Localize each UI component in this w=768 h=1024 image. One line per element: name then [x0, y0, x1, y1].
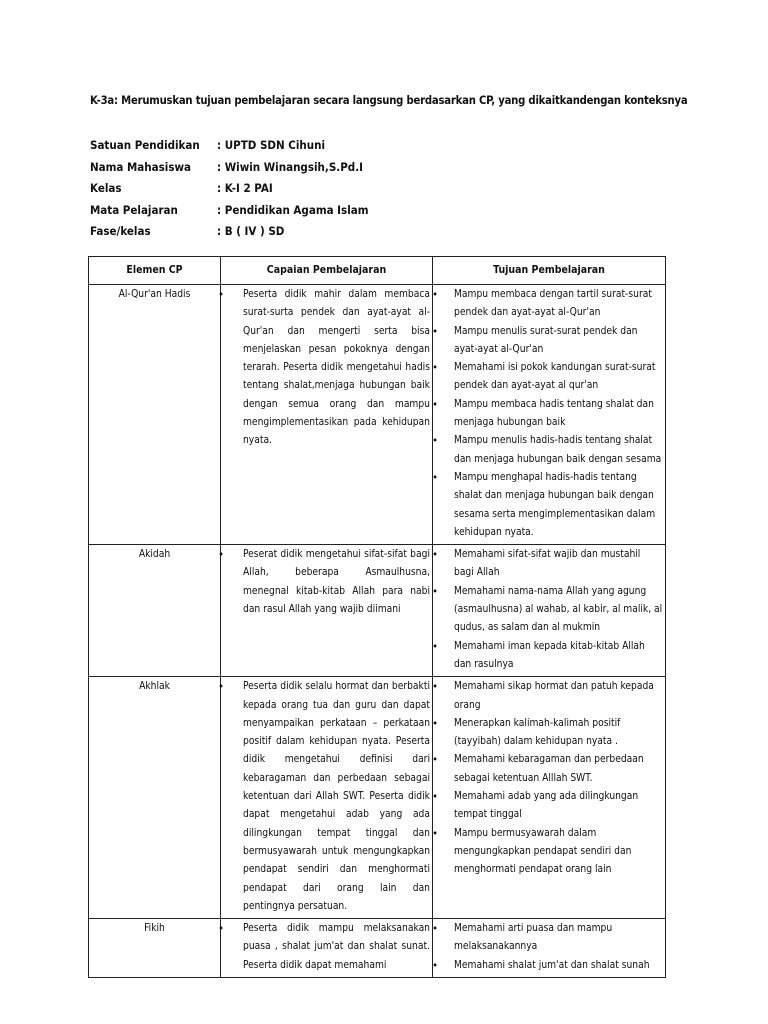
tujuan-item-text: Memahami shalat jum'at dan shalat sunah: [454, 959, 650, 971]
capaian-cell: [218, 919, 433, 978]
meta-label: Mata Pelajaran: [90, 202, 178, 217]
tujuan-cell: [433, 285, 666, 545]
tujuan-item-text: Memahami iman kepada kitab-kitab Allah dan rasulnya: [454, 640, 645, 670]
tujuan-item: [433, 678, 663, 715]
tujuan-item-text: Memahami nama-nama Allah yang agung (asmaulhusna) al wahab, al kabir, al malik, al qudus, as salam dan al mukmin: [454, 585, 663, 634]
header-tujuan: Tujuan Pembelajaran: [433, 257, 666, 285]
bullet-icon: •: [432, 434, 438, 448]
tujuan-item-text: Memahami sikap hormat dan patuh kepada orang: [454, 681, 654, 711]
tujuan-item-text: Mampu menulis surat-surat pendek dan ayat-ayat al-Qur'an: [454, 325, 638, 355]
meta-value: : B ( IV ) SD: [217, 224, 285, 238]
tujuan-item: [433, 638, 663, 675]
bullet-icon: •: [432, 958, 438, 972]
capaian-list: [218, 919, 432, 977]
capaian-cell: [218, 677, 433, 919]
capaian-item: [218, 678, 430, 916]
bullet-icon: •: [432, 680, 438, 694]
tujuan-item: [433, 920, 663, 957]
table-row: [89, 285, 666, 545]
tujuan-item: [433, 788, 663, 825]
capaian-list: [218, 545, 432, 621]
meta-row-kelas: [90, 181, 369, 203]
cp-table: [88, 256, 666, 978]
capaian-cell: [218, 545, 433, 677]
meta-label: Kelas: [90, 181, 122, 195]
tujuan-item: [433, 432, 663, 469]
tujuan-item-text: Mampu membaca hadis tentang shalat dan menjaga hubungan baik: [454, 398, 654, 429]
capaian-list: [218, 285, 432, 453]
bullet-icon: •: [432, 324, 438, 338]
meta-row-fase: [90, 224, 369, 246]
table-header-row: [89, 257, 666, 285]
tujuan-list: [433, 919, 665, 977]
tujuan-list: [433, 677, 665, 881]
bullet-icon: •: [432, 790, 438, 804]
meta-row-nama: [90, 160, 369, 182]
meta-row-mapel: [90, 203, 369, 225]
meta-row-satuan: [90, 138, 369, 160]
capaian-item-text: Peserat didik mengetahui sifat-sifat bagi Allah, beberapa Asmaulhusna, menegnal kitab-kitab Allah para nabi dan rasul Allah yang wajib diimani: [243, 549, 430, 616]
tujuan-item-text: Mampu menulis hadis-hadis tentang shalat dan menjaga hubungan baik dengan sesama: [454, 435, 662, 465]
bullet-icon: •: [432, 716, 438, 730]
tujuan-item: [433, 396, 663, 433]
bullet-icon: •: [432, 288, 438, 301]
elemen-cell: Akidah: [89, 545, 221, 677]
header-elemen: Elemen CP: [89, 257, 221, 285]
capaian-cell: [218, 285, 433, 545]
bullet-icon: •: [432, 639, 438, 653]
capaian-item: [218, 286, 430, 451]
bullet-icon: •: [432, 361, 438, 375]
tujuan-cell: [433, 677, 666, 919]
tujuan-item: [433, 825, 663, 880]
capaian-item-text: Peserta didik mahir dalam membaca surat-surta pendek dan ayat-ayat al-Qur'an dan mengerti serta bisa menjelaskan pesan pokoknya dengan terarah. Peserta didik mengetahui hadis tentang shalat,menjaga hubungan baik dengan semua orang dan mampu mengimplementasikan pada kehidupan nyata.: [243, 289, 430, 447]
meta-label: Nama Mahasiswa: [90, 159, 192, 174]
tujuan-item-text: Memahami kebaragaman dan perbedaan sebagai ketentuan Alllah SWT.: [454, 754, 644, 784]
bullet-icon: •: [432, 470, 438, 484]
meta-value: : Pendidikan Agama Islam: [217, 202, 369, 217]
tujuan-item: [433, 583, 663, 638]
tujuan-item-text: Mampu membaca dengan tartil surat-surat pendek dan ayat-ayat al-Qur'an: [454, 289, 652, 319]
identity-block: [90, 138, 369, 246]
tujuan-list: [433, 285, 665, 544]
document-title: K-3a: Merumuskan tujuan pembelajaran secara langsung berdasarkan CP, yang dikaitkandengan konteksnya: [90, 94, 688, 107]
bullet-icon: •: [432, 548, 438, 562]
table-row: [89, 545, 666, 677]
tujuan-item: [433, 359, 663, 396]
bullet-icon: •: [432, 922, 438, 936]
table-row: [89, 919, 666, 978]
tujuan-item: [433, 751, 663, 788]
tujuan-item-text: Memahami sifat-sifat wajib dan mustahil bagi Allah: [454, 549, 641, 579]
tujuan-cell: [433, 545, 666, 677]
tujuan-item: [433, 546, 663, 583]
tujuan-item: [433, 286, 663, 323]
meta-label: Fase/kelas: [90, 224, 151, 238]
tujuan-item-text: Memahami arti puasa dan mampu melaksanakannya: [454, 923, 613, 953]
bullet-icon: •: [218, 288, 224, 301]
capaian-item-text: Peserta didik selalu hormat dan berbakti kepada orang tua dan guru dan dapat menyampaikan perkataan – perkataan positif dalam kehidupan nyata. Peserta didik mengetahui definisi dari kebaragaman dan perbedaan sebagai ketentuan dari Allah SWT. Peserta didik dapat mengetahui adab yang ada dilingkungan tempat tinggal dan bermusyawarah untuk mengungkapkan pendapat sendiri dan menghormati pendapat dari orang lain dan pentingnya persatuan.: [243, 681, 430, 912]
bullet-icon: •: [432, 753, 438, 767]
table-row: [89, 677, 666, 919]
capaian-item: [218, 920, 430, 975]
bullet-icon: •: [218, 680, 224, 694]
tujuan-item-text: Menerapkan kalimah-kalimah positif (tayyibah) dalam kehidupan nyata .: [454, 717, 621, 748]
capaian-item: [218, 546, 430, 619]
tujuan-list: [433, 545, 665, 676]
tujuan-item: [433, 715, 663, 752]
bullet-icon: •: [218, 548, 224, 562]
meta-value: : K-I 2 PAI: [217, 181, 273, 195]
elemen-cell: Fikih: [89, 919, 221, 978]
tujuan-cell: [433, 919, 666, 978]
meta-value: : Wiwin Winangsih,S.Pd.I: [217, 159, 363, 174]
elemen-cell: Al-Qur'an Hadis: [89, 285, 221, 545]
meta-value: : UPTD SDN Cihuni: [217, 138, 326, 152]
tujuan-item: [433, 469, 663, 542]
capaian-list: [218, 677, 432, 918]
bullet-icon: •: [218, 922, 224, 936]
bullet-icon: •: [432, 584, 438, 598]
header-capaian: Capaian Pembelajaran: [221, 257, 433, 285]
tujuan-item-text: Memahami isi pokok kandungan surat-surat pendek dan ayat-ayat al qur'an: [454, 362, 656, 392]
bullet-icon: •: [432, 397, 438, 411]
meta-label: Satuan Pendidikan: [90, 138, 200, 152]
bullet-icon: •: [432, 826, 438, 840]
tujuan-item: [433, 323, 663, 360]
tujuan-item-text: Memahami adab yang ada dilingkungan tempat tinggal: [454, 791, 639, 821]
tujuan-item-text: Mampu bermusyawarah dalam mengungkapkan pendapat sendiri dan menghormati pendapat orang lain: [454, 827, 632, 876]
capaian-item-text: Peserta didik mampu melaksanakan puasa , shalat jum'at dan shalat sunat. Peserta didik dapat memahami: [243, 923, 430, 971]
table-body: [89, 285, 666, 978]
tujuan-item: [433, 957, 663, 975]
elemen-cell: Akhlak: [89, 677, 221, 919]
tujuan-item-text: Mampu menghapal hadis-hadis tentang shalat dan menjaga hubungan baik dengan sesama serta mengimplementasikan dalam kehidupan nyata.: [454, 471, 656, 538]
